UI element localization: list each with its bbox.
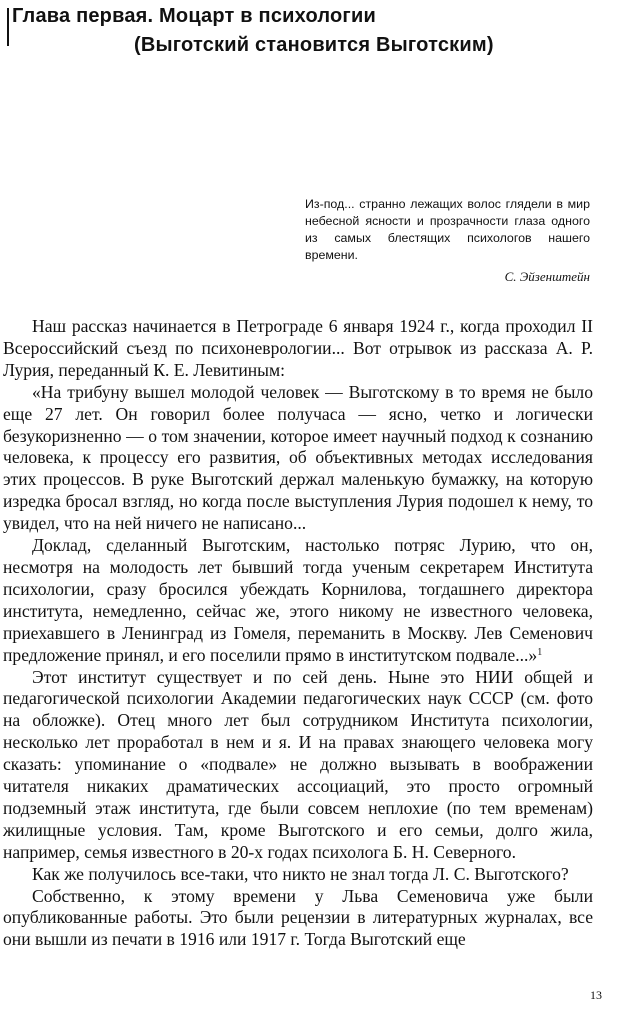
paragraph-1: Наш рассказ начинается в Петрограде 6 января 1924 г., когда проходил II Всероссийский съезд по психоневрологии... Вот отрывок из рассказа А. Р. Лурия, переданный К. Е. Левитиным:: [3, 316, 593, 380]
page-number: 13: [590, 988, 602, 1002]
paragraph-3-text: Доклад, сделанный Выготским, настолько потряс Лурию, что он, несмотря на молодость лет бывший тогда ученым секретарем Института психологии, сразу бросился убеждать Корнилова, тогдашнего директора института, немедленно, сейчас же, этого никому не известного человека, приехавшего в Ленинград из Гомеля, переманить в Москву. Лев Семенович предложение принял, и его поселили прямо в институтском подвале...»: [3, 535, 593, 665]
paragraph-2: «На трибуну вышел молодой человек — Выготскому в то время не было еще 27 лет. Он говорил более получаса — ясно, четко и логически безукоризненно — о том значении, которое имеет научный подход к сознанию человека, к процессу его развития, об объективных методах исследования этих процессов. В руке Выготский держал маленькую бумажку, на которую изредка бросал взгляд, но когда после выступления Лурия подошел к нему, то увидел, что на ней ничего не написано...: [3, 381, 593, 534]
paragraph-3: [3, 535, 593, 666]
paragraph-4: Этот институт существует и по сей день. Ныне это НИИ общей и педагогической психологии Академии педагогических наук СССР (см. фото на обложке). Отец много лет был сотрудником Института психологии, несколько лет проработал в нем и я. И на правах знающего человека могу сказать: упоминание о «подвале» не должно вызывать в воображении читателя никаких драматических ассоциаций, это просто огромный подземный этаж института, где были совсем неплохие (по тем временам) жилищные условия. Там, кроме Выготского и его семьи, долго жила, например, семья известного в 20-х годах психолога Б. Н. Северного.: [3, 666, 593, 862]
chapter-title-line1: Глава первая. Моцарт в психологии: [12, 5, 376, 27]
footnote-marker: 1: [537, 646, 543, 658]
body-text: [3, 316, 593, 951]
paragraph-6: Собственно, к этому времени у Льва Семеновича уже были опубликованные работы. Это были рецензии в литературных журналах, все они вышли из печати в 1916 или 1917 г. Тогда Выготский еще: [3, 885, 593, 950]
epigraph-text: Из-под... странно лежащих волос глядели в мир небесной ясности и прозрачности глаза одного из самых блестящих психологов нашего времени.: [305, 197, 590, 262]
paragraph-5: Как же получилось все-таки, что никто не знал тогда Л. С. Выготского?: [32, 863, 569, 884]
epigraph-author: С. Эйзенштейн: [504, 269, 590, 284]
chapter-title: [8, 2, 568, 60]
chapter-title-line2: (Выготский становится Выготским): [134, 34, 494, 56]
